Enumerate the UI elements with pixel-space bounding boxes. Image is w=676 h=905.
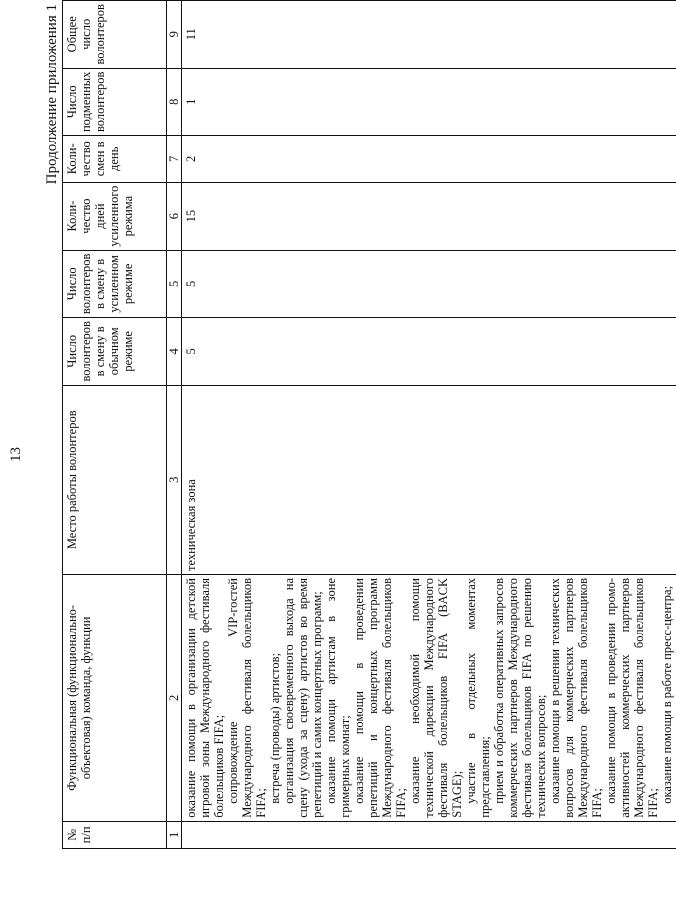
header-total: Общее число волонтеров [63, 1, 167, 69]
column-number: 5 [167, 250, 182, 317]
substitutes-cell: 1 [182, 68, 676, 136]
enhanced-shift-cell: 5 [182, 250, 676, 317]
function-item: организация своевременного выхода на сцену (ухода за сцену) артистов во время репетиций и самих концертных программ; [282, 578, 324, 818]
header-num: № п/п [63, 821, 167, 848]
function-item: оказание помощи в проведении репетиций и концертных программ Международного фестиваля болельщиков FIFA; [352, 578, 408, 818]
column-number: 8 [167, 68, 182, 136]
function-item: оказание помощи в решении технических вопросов для коммерческих партнеров Международного фестиваля болельщиков FIFA; [548, 578, 604, 818]
total-cell: 11 [182, 1, 676, 69]
header-normal-shift: Число волонтеров в смену в обычном режиме [63, 318, 167, 385]
function-item: оказание помощи в работе пресс-центра; [660, 585, 674, 804]
function-item: оказание помощи в проведении промо-активностей коммерческих партнеров Международного фестиваля болельщиков FIFA; [604, 578, 660, 818]
normal-shift-cell: 5 [182, 318, 676, 385]
header-place: Место работы волонтеров [63, 385, 167, 574]
header-shifts-per-day: Коли-чество смен в день [63, 136, 167, 183]
place-cell: техническая зона [182, 385, 676, 574]
column-number-row [167, 1, 182, 849]
column-number: 6 [167, 182, 182, 250]
volunteer-table [62, 0, 676, 849]
column-number: 1 [167, 821, 182, 848]
column-number: 9 [167, 1, 182, 69]
function-item: встреча (проводы) артистов; [268, 652, 282, 804]
shifts-per-day-cell: 2 [182, 136, 676, 183]
header-substitutes: Число подменных волонтеров [63, 68, 167, 136]
function-item: оказание помощи артистам в зоне гримерных комнат; [324, 578, 352, 818]
header-functions: Функциональная (функционально-объектовая) команда, функции [63, 575, 167, 822]
page-number: 13 [8, 447, 24, 462]
row-num [182, 821, 676, 848]
function-item: оказание необходимой помощи технической дирекции Международного фестиваля болельщиков FIFA (BACK STAGE); [408, 578, 464, 818]
functions-cell [182, 575, 676, 822]
continuation-note: Продолжение приложения 1 [44, 4, 60, 185]
function-item: оказание помощи в организации детской игровой зоны Международного фестиваля болельщиков FIFA; [184, 578, 226, 818]
header-enhanced-shift: Число волонтеров в смену в усиленном режиме [63, 250, 167, 317]
function-item: прием и обработка оперативных запросов коммерческих партнеров Международного фестиваля болельщиков FIFA по решению технических вопросов; [492, 578, 548, 818]
column-number: 3 [167, 385, 182, 574]
enhanced-days-cell: 15 [182, 182, 676, 250]
column-number: 2 [167, 575, 182, 822]
function-item: участие в отдельных моментах представления; [464, 578, 492, 818]
header-enhanced-days: Коли-чество дней усиленного режима [63, 182, 167, 250]
column-number: 7 [167, 136, 182, 183]
function-item: сопровождение VIP-гостей Международного фестиваля болельщиков FIFA; [226, 578, 268, 818]
column-number: 4 [167, 318, 182, 385]
table-row [182, 1, 676, 849]
